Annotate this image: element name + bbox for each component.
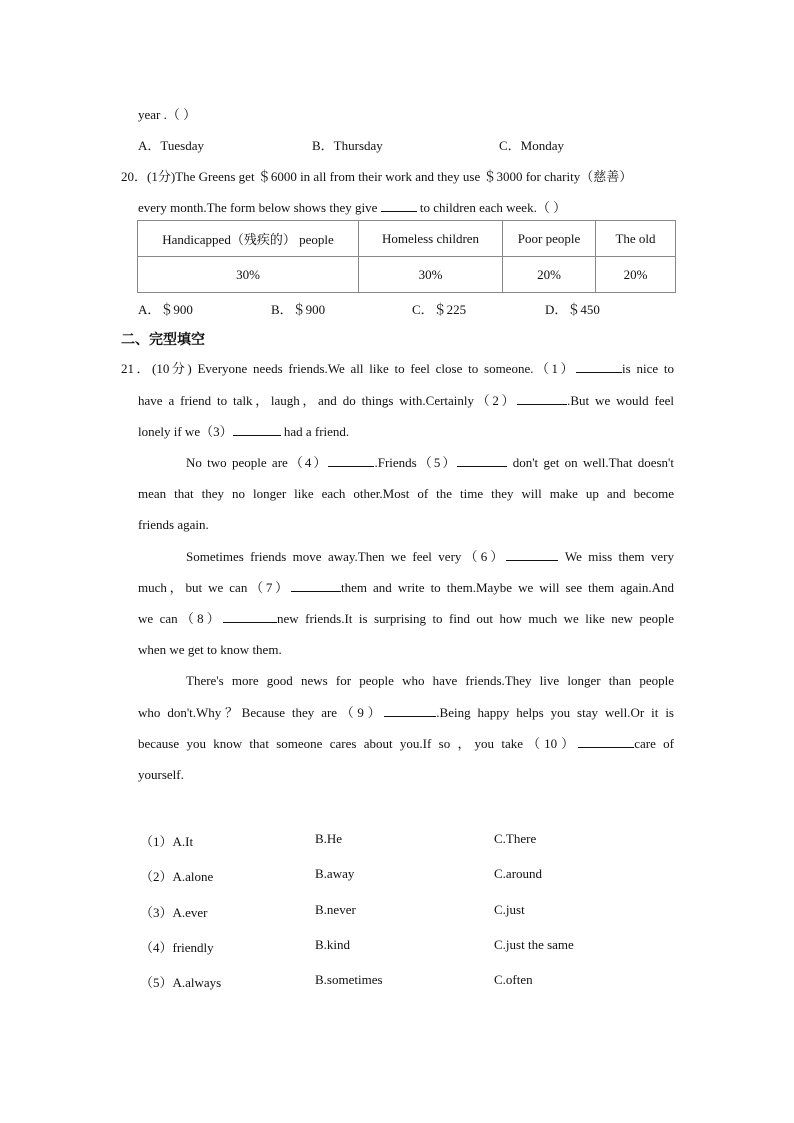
option-4c: C.just the same: [494, 937, 574, 952]
table-cell: 20%: [596, 257, 676, 293]
passage-text: is nice to: [622, 361, 675, 376]
q21-p3-line3: [138, 611, 674, 627]
passage-text: care of: [634, 736, 675, 751]
option-1c: C.There: [494, 831, 537, 846]
q19-option-b: B．Thursday: [312, 138, 383, 153]
blank-8: [223, 611, 277, 623]
q19-option-a: A．Tuesday: [138, 138, 204, 153]
passage-text: much，but we can（7）: [138, 580, 291, 595]
table-cell: 30%: [138, 257, 359, 293]
q21-p2-line1: [186, 455, 674, 471]
option-5b: B.sometimes: [315, 972, 383, 987]
blank-1: [576, 361, 622, 373]
option-2a: （2）A.alone: [140, 869, 214, 884]
blank-2: [517, 393, 567, 405]
blank-9: [384, 705, 436, 717]
q21-p2-line3: friends again.: [138, 517, 209, 532]
q21-p1-line3: [138, 424, 674, 440]
blank-6: [506, 549, 558, 561]
q20-option-d: D．＄450: [545, 302, 600, 317]
q20-option-c: C．＄225: [412, 302, 467, 317]
passage-text: have a friend to talk，laugh，and do things with.Certainly（2）: [138, 393, 518, 408]
passage-text: .But we would feel: [567, 393, 674, 408]
q19-tail: year .（ ）: [138, 107, 197, 122]
passage-text: new friends.It is surprising to find out how much we like new people: [277, 611, 675, 626]
passage-text: who don't.Why？Because they are（9）: [138, 705, 385, 720]
passage-text: lonely if we（3）: [138, 424, 233, 439]
table-header-cell: The old: [596, 221, 676, 257]
q21-p4-line1: There's more good news for people who have friends.They live longer than people: [186, 673, 674, 688]
table-cell: 30%: [359, 257, 503, 293]
blank-10: [578, 736, 634, 748]
q20-stem-line2-b: to children each week.（ ）: [419, 200, 567, 215]
passage-text: don't get on well.That doesn't: [512, 455, 674, 470]
q21-p1-line1: [121, 361, 674, 377]
q20-stem-line2-a: every month.The form below shows they give: [138, 200, 378, 215]
passage-text: because you know that someone cares about you.If so ，you take（10）: [138, 736, 579, 751]
blank-5: [457, 455, 507, 467]
table-header-row: [138, 221, 676, 257]
option-3a: （3）A.ever: [140, 905, 208, 920]
option-4a: （4）friendly: [140, 940, 214, 955]
option-2c: C.around: [494, 866, 543, 881]
blank-7: [291, 580, 341, 592]
q20-stem-line2: [138, 197, 566, 216]
option-5c: C.often: [494, 972, 533, 987]
option-3c: C.just: [494, 902, 525, 917]
q21-p1-line2: [138, 393, 674, 409]
q20-option-a: A．＄900: [138, 302, 193, 317]
q20-stem-line1: 20．(1分)The Greens get ＄6000 in all from their work and they use ＄3000 for charity（慈善）: [121, 169, 633, 184]
q20-option-b: B．＄900: [271, 302, 326, 317]
passage-text: them and write to them.Maybe we will see them again.And: [340, 580, 674, 595]
q19-option-c: C．Monday: [499, 138, 565, 153]
q21-p4-line2: [138, 705, 674, 721]
table-header-cell: Handicapped（残疾的） people: [138, 221, 359, 257]
table-header-cell: Poor people: [503, 221, 596, 257]
passage-text: had a friend.: [283, 424, 350, 439]
blank-3: [233, 424, 281, 436]
option-1a: （1）A.It: [140, 834, 194, 849]
passage-text: 21．(10分) Everyone needs friends.We all like to feel close to someone.（1）: [121, 361, 577, 376]
option-4b: B.kind: [315, 937, 351, 952]
q21-p4-line4: yourself.: [138, 767, 184, 782]
q21-p3-line4: when we get to know them.: [138, 642, 282, 657]
passage-text: .Friends（5）: [374, 455, 458, 470]
passage-text: we can（8）: [138, 611, 223, 626]
option-5a: （5）A.always: [140, 975, 222, 990]
passage-text: .Being happy helps you stay well.Or it is: [436, 705, 674, 720]
q21-p4-line3: [138, 736, 674, 752]
q21-p2-line2: mean that they no longer like each other.Most of the time they will make up and become: [138, 486, 674, 501]
q20-blank: [381, 200, 417, 212]
passage-text: Sometimes friends move away.Then we feel very（6）: [186, 549, 507, 564]
option-2b: B.away: [315, 866, 355, 881]
option-3b: B.never: [315, 902, 356, 917]
passage-text: No two people are（4）: [186, 455, 329, 470]
q21-p3-line1: [186, 549, 674, 565]
passage-text: We miss them very: [564, 549, 675, 564]
table-row: [138, 257, 676, 293]
q21-p3-line2: [138, 580, 674, 596]
blank-4: [328, 455, 374, 467]
option-1b: B.He: [315, 831, 343, 846]
table-cell: 20%: [503, 257, 596, 293]
q20-form-table: [137, 220, 676, 293]
section-title: 二、完型填空: [121, 332, 205, 348]
table-header-cell: Homeless children: [359, 221, 503, 257]
